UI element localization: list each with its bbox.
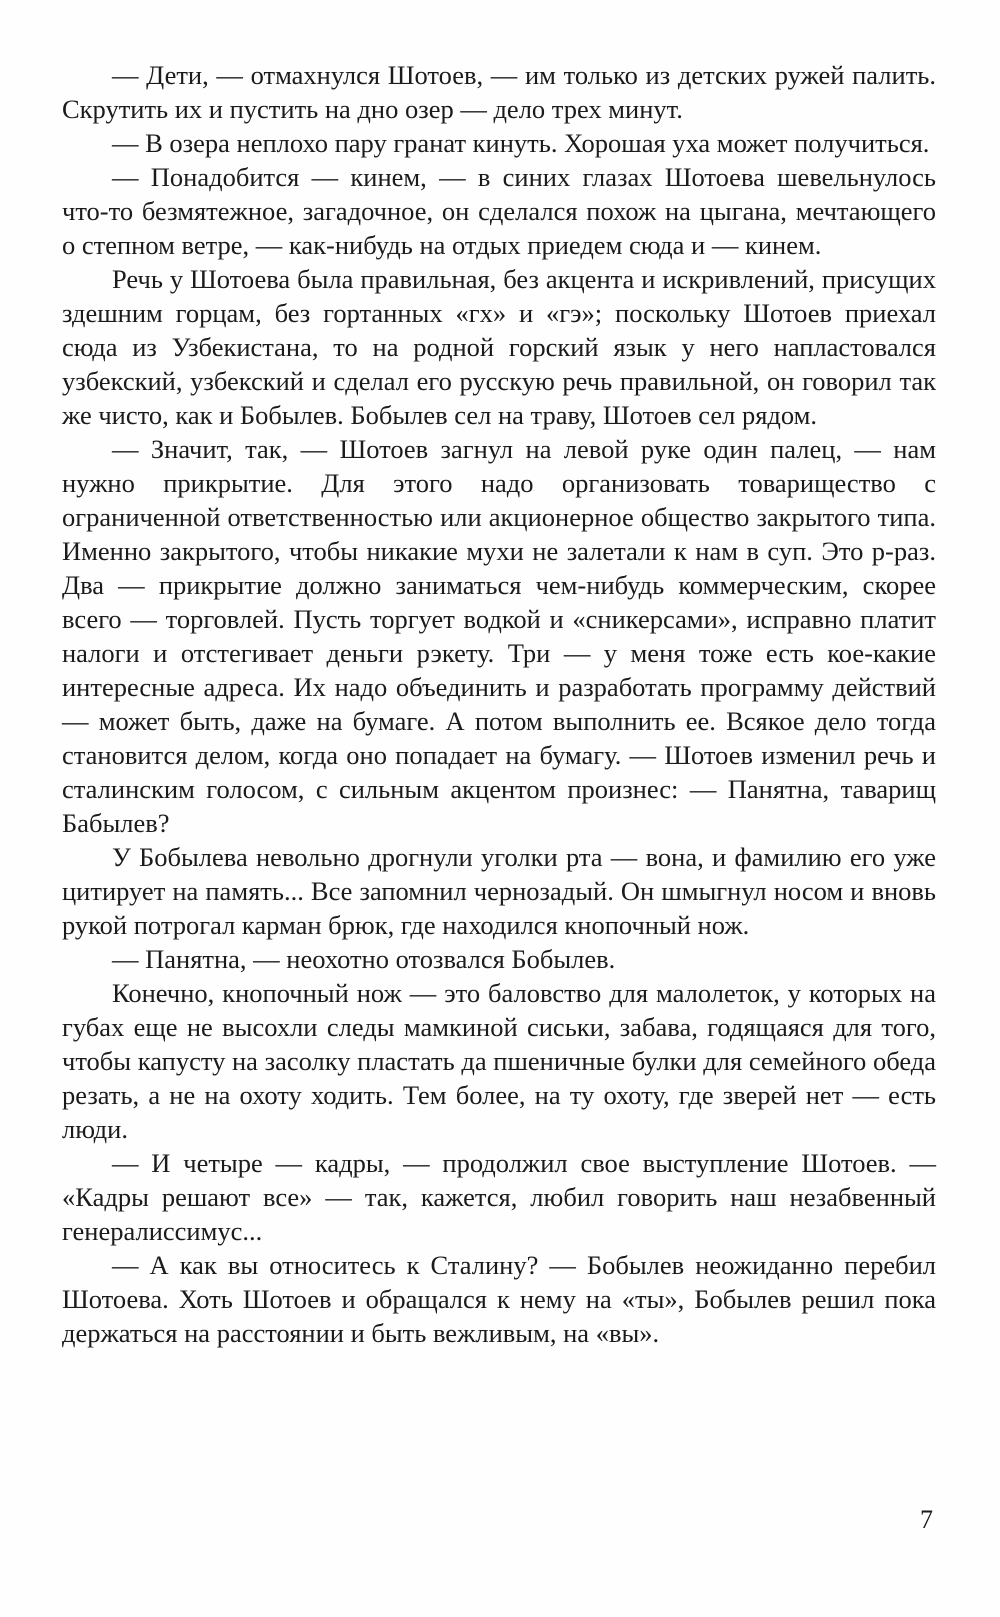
page-number: 7 — [920, 1505, 933, 1534]
paragraph: — В озера неплохо пару гранат кинуть. Хорошая уха может получиться. — [112, 128, 930, 158]
paragraph: — Панятна, — неохотно отозвался Бобылев. — [112, 944, 616, 974]
paragraph: У Бобылева невольно дрогнули уголки рта — вона, и фамилию его уже цитирует на память... Все запомнил чернозадый. Он шмыгнул носом и вновь рукой потрогал карман брюк, где находился кнопочный нож. — [62, 842, 936, 940]
paragraph: — Понадобится — кинем, — в синих глазах Шотоева шевельнулось что-то безмятежное, загадочное, он сделался похож на цыгана, мечтающего о степном ветре, — как-нибудь на отдых приедем сюда и — кинем. — [62, 162, 936, 260]
body-text — [62, 58, 936, 1350]
paragraph: Конечно, кнопочный нож — это баловство для малолеток, у которых на губах еще не высохли следы мамкиной сиськи, забава, годящаяся для того, чтобы капусту на засолку пластать да пшеничные булки для семейного обеда резать, а не на охоту ходить. Тем более, на ту охоту, где зверей нет — есть люди. — [62, 978, 936, 1144]
paragraph: — А как вы относитесь к Сталину? — Бобылев неожиданно перебил Шотоева. Хоть Шотоев и обращался к нему на «ты», Бобылев решил пока держаться на расстоянии и быть вежливым, на «вы». — [62, 1250, 936, 1348]
paragraph: — И четыре — кадры, — продолжил свое выступление Шотоев. — «Кадры решают все» — так, кажется, любил говорить наш незабвенный генералиссимус... — [62, 1148, 936, 1246]
paragraph: — Дети, — отмахнулся Шотоев, — им только из детских ружей палить. Скрутить их и пустить на дно озер — дело трех минут. — [62, 60, 936, 124]
paragraph: — Значит, так, — Шотоев загнул на левой руке один палец, — нам нужно прикрытие. Для этого надо организовать товарищество с ограниченной ответственностью или акционерное общество закрытого типа. Именно закрытого, чтобы никакие мухи не залетали к нам в суп. Это р-раз. Два — прикрытие должно заниматься чем-нибудь коммерческим, скорее всего — торговлей. Пусть торгует водкой и «сникерсами», исправно платит налоги и отстегивает деньги рэкету. Три — у меня тоже есть кое-какие интересные адреса. Их надо объединить и разработать программу действий — может быть, даже на бумаге. А потом выполнить ее. Всякое дело тогда становится делом, когда оно попадает на бумагу. — Шотоев изменил речь и сталинским голосом, с сильным акцентом произнес: — Панятна, таварищ Бабылев? — [62, 434, 936, 838]
paragraph: Речь у Шотоева была правильная, без акцента и искривлений, присущих здешним горцам, без гортанных «гх» и «гэ»; поскольку Шотоев приехал сюда из Узбекистана, то на родной горский язык у него напластовался узбекский, узбекский и сделал его русскую речь правильной, он говорил так же чисто, как и Бобылев. Бобылев сел на траву, Шотоев сел рядом. — [62, 264, 936, 430]
